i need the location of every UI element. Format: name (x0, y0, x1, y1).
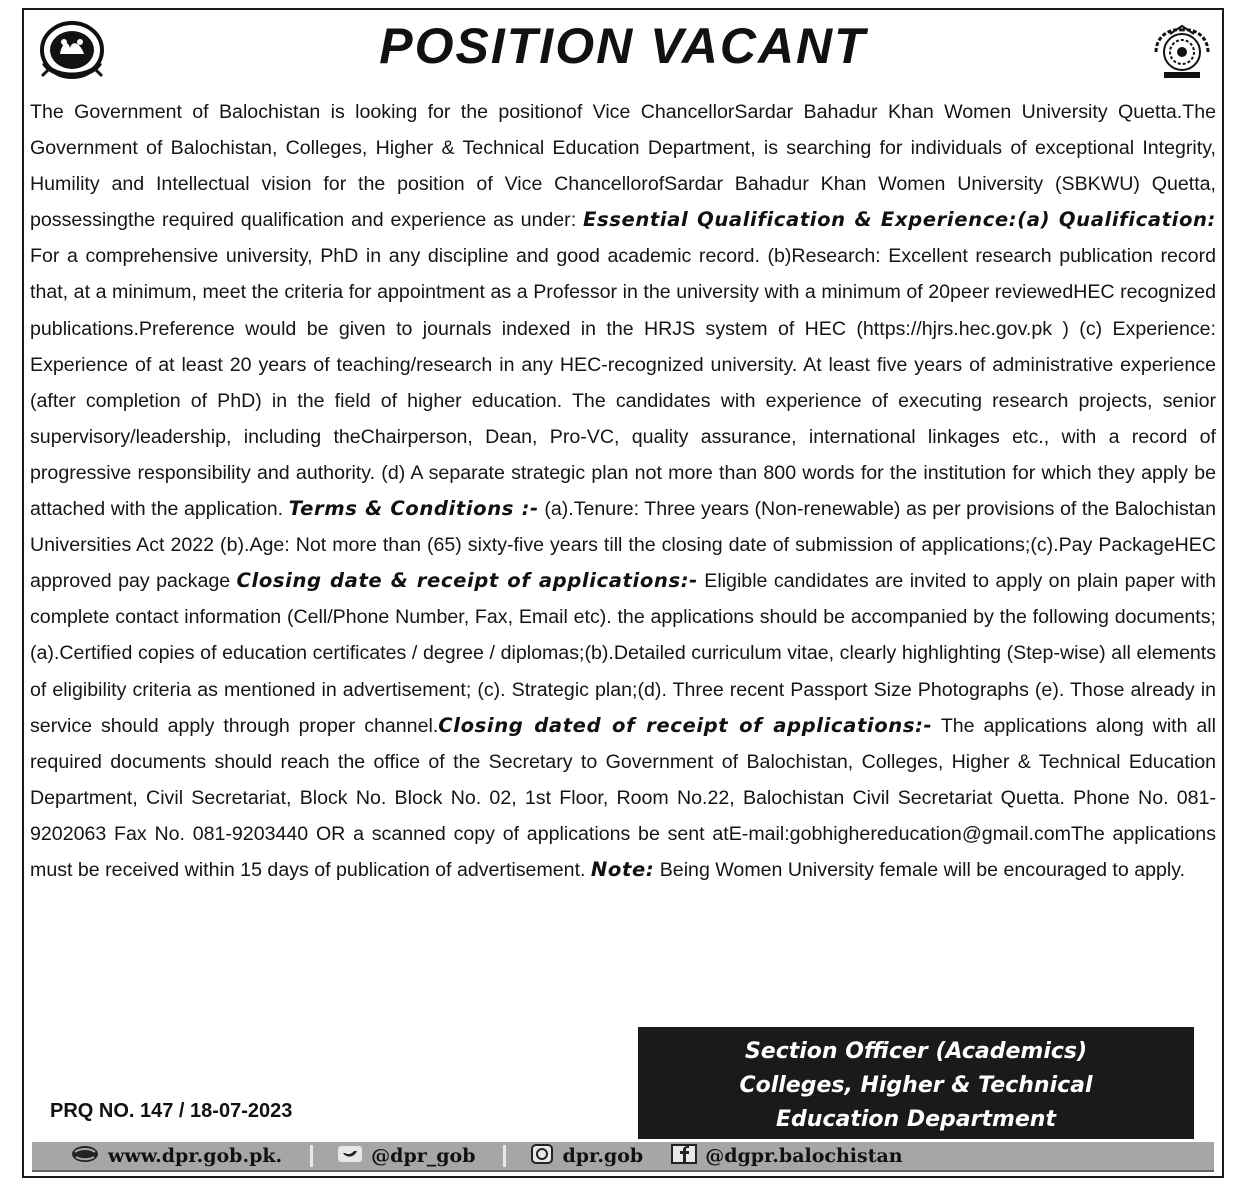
signature-line-3: Education Department (776, 1107, 1056, 1132)
footer-instagram[interactable] (530, 1143, 643, 1170)
website-link[interactable]: www.dpr.gob.pk. (108, 1145, 283, 1167)
terms-text: (a).Tenure: Three years (Non-renewable) as per provisions of the Balochistan Universities Act 2022 (b).Age: Not more than (65) sixty-five years till the closing date of submission of applications;(c).Pay PackageHEC approved pay package (30, 498, 1216, 593)
facebook-icon (671, 1143, 697, 1170)
facebook-handle[interactable]: @dgpr.balochistan (705, 1145, 903, 1167)
closing-dated-heading: Closing dated of receipt of applications:- (438, 713, 933, 737)
terms-heading: Terms & Conditions :- (288, 497, 539, 521)
advertisement-body (30, 94, 1216, 888)
footer-twitter[interactable] (337, 1144, 475, 1169)
twitter-handle[interactable]: @dpr_gob (371, 1145, 476, 1167)
footer-bar (32, 1142, 1214, 1172)
footer-divider (503, 1145, 506, 1167)
closing-date-text: Eligible candidates are invited to apply on plain paper with complete contact information (Cell/Phone Number, Fax, Email etc). the applications should be accompanied by the following documents; (a).Certified copies of education certificates / degree / diplomas;(b).Detailed curriculum vitae, clearly highlighting (Step-wise) all elements of eligibility criteria as mentioned in advertisement; (c). Strategic plan;(d). Three recent Passport Size Photographs (e). Those already in service should apply through proper channel. (30, 570, 1216, 737)
advertisement-frame (22, 8, 1224, 1178)
closing-date-heading: Closing date & receipt of applications:- (236, 569, 698, 593)
government-seal-icon (1150, 24, 1214, 89)
intro-text: The Government of Balochistan is looking for the positionof Vice ChancellorSardar Bahadur Khan Women University Quetta.The Government of Balochistan, Colleges, Higher & Technical Education Department, is searching for individuals of exceptional Integrity, Humility and Intellectual vision for the position of Vice ChancellorofSardar Bahadur Khan Women University (SBKWU) Quetta, possessingthe required qualification and experience as under: (30, 101, 1216, 232)
note-heading: Note: (590, 857, 655, 881)
globe-icon (70, 1144, 100, 1169)
twitter-icon (337, 1144, 363, 1169)
footer-website[interactable] (70, 1144, 282, 1169)
page-title: POSITION VACANT (379, 18, 867, 74)
closing-dated-text: The applications along with all required documents should reach the office of the Secretary to Government of Balochistan, Colleges, Higher & Technical Education Department, Civil Secretariat, Block No. Block No. 02, 1st Floor, Room No.22, Balochistan Civil Secretariat Quetta. Phone No. 081-9202063 Fax No. 081-9203440 OR a scanned copy of applications be sent atE-mail:gobhighereducation@gmail.comThe applications must be received within 15 days of publication of advertisement. (30, 714, 1217, 881)
prq-number: PRQ NO. 147 / 18-07-2023 (50, 1100, 293, 1122)
instagram-handle[interactable]: dpr.gob (562, 1145, 644, 1167)
instagram-icon (530, 1143, 554, 1170)
signature-line-1: Section Officer (Academics) (744, 1039, 1088, 1064)
footer-facebook[interactable] (671, 1143, 902, 1170)
header (24, 10, 1222, 94)
signature-line-2: Colleges, Higher & Technical (739, 1073, 1093, 1098)
note-text: Being Women University female will be encouraged to apply. (659, 858, 1186, 881)
qualification-text: For a comprehensive university, PhD in any discipline and good academic record. (b)Research: Excellent research publication record that, at a minimum, meet the criteria for appointment as a Professor in the university with a minimum of 20peer reviewedHEC recognized publications.Preference would be given to journals indexed in the HRJS system of HEC (https://hjrs.hec.gov.pk ) (c) Experience: Experience of at least 20 years of teaching/research in any HEC-recognized university. At least five years of administrative experience (after completion of PhD) in the field of higher education. The candidates with experience of executing research projects, senior supervisory/leadership, including theChairperson, Dean, Pro-VC, quality assurance, international linkages etc., with a record of progressive responsibility and authority. (d) A separate strategic plan not more than 800 words for the institution for which they apply be attached with the application. (30, 245, 1216, 521)
signature-block (638, 1027, 1194, 1139)
essential-qualification-heading: Essential Qualification & Experience:(a) Qualification: (582, 208, 1216, 232)
footer-divider (310, 1145, 313, 1167)
